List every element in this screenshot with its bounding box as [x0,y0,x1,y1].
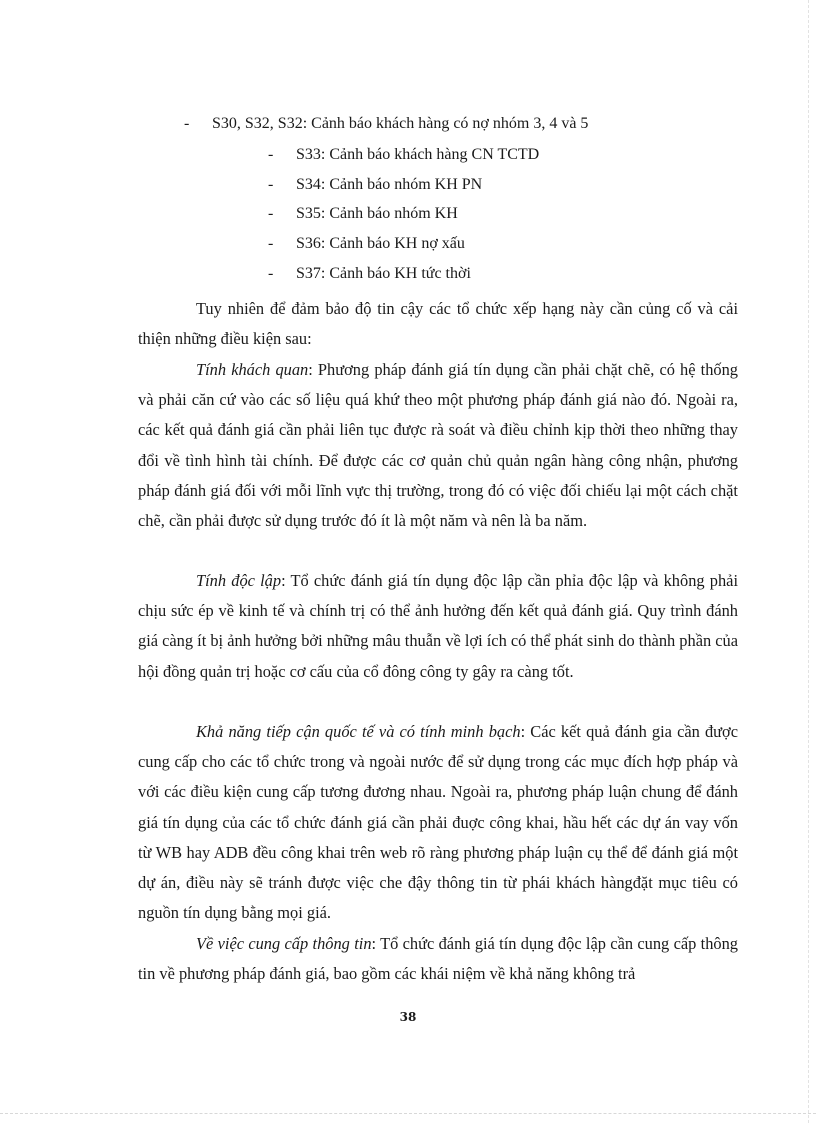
sub-bullet-item [268,175,482,195]
right-divider [808,0,809,1123]
bullet-text: S33: Cảnh báo khách hàng CN TCTD [296,146,540,163]
sub-bullet-item [268,234,465,254]
paragraph-heading: Về việc cung cấp thông tin [196,934,372,953]
bottom-divider [0,1113,816,1114]
bullet-marker: - [268,146,274,163]
paragraph-text: : Phương pháp đánh giá tín dụng cần phải chặt chẽ, có hệ thống và phải căn cứ vào các số liệu quá khứ theo một phương pháp đánh giá nào đó. Ngoài ra, các kết quả đánh giá cần phải liên tục được rà soát và điều chỉnh kịp thời theo những thay đổi về tình hình tài chính. Để được các cơ quản chủ quản ngân hàng công nhận, phương pháp đánh giá đối với mỗi lĩnh vực thị trường, trong đó có việc đối chiếu lại một cách chặt chẽ, cần phải được sử dụng trước đó ít là một năm và nên là ba năm. [138,360,738,531]
paragraph-text: : Các kết quả đánh gia cần được cung cấp cho các tổ chức trong và ngoài nước để sử dụng trong các mục đích hợp pháp và với các điều kiện cung cấp tương đương nhau. Ngoài ra, phương pháp luận chung để đánh giá tín dụng của các tổ chức đánh giá cần phải đuợc công khai, hầu hết các dự án vay vốn từ WB hay ADB đều công khai trên web rõ ràng phương pháp luận cụ thể để đánh giá một dự án, điều này sẽ tránh được việc che đậy thông tin từ phái khách hàngđặt mục tiêu có nguồn tín dụng bằng mọi giá. [138,722,738,923]
sub-bullet-item [268,264,471,284]
paragraph-independence [138,566,738,687]
sub-bullet-item [268,145,539,165]
bullet-marker: - [268,205,274,222]
bullet-item-main [184,114,588,134]
paragraph-intro [138,294,738,354]
paragraph-objectivity [138,355,738,536]
paragraph-transparency [138,717,738,928]
bullet-text: S30, S32, S32: Cảnh báo khách hàng có nợ nhóm 3, 4 và 5 [212,115,589,132]
bullet-marker: - [268,265,274,282]
paragraph-text: : Tổ chức đánh giá tín dụng độc lập cần phỉa độc lập và không phải chịu sức ép về kinh tế và chính trị có thể ảnh hưởng đến kết quả đánh giá. Quy trình đánh giá càng ít bị ảnh hưởng bởi những mâu thuẫn về lợi ích có thể phát sinh do thành phần của hội đồng quản trị hoặc cơ cấu của cổ đông công ty gây ra càng tốt. [138,571,739,681]
bullet-text: S34: Cảnh báo nhóm KH PN [296,176,483,193]
bullet-text: S36: Cảnh báo KH nợ xấu [296,235,465,252]
bullet-marker: - [268,176,274,193]
paragraph-text: Tuy nhiên để đảm bảo độ tin cậy các tổ chức xếp hạng này cần củng cố và cải thiện những điều kiện sau: [138,299,738,349]
paragraph-text: : Tổ chức đánh giá tín dụng độc lập cần cung cấp thông tin về phương pháp đánh giá, bao gồm các khái niệm về khả năng không trả [138,934,738,984]
paragraph-information [138,929,738,989]
page-number: 38 [399,1010,417,1024]
bullet-marker: - [184,115,190,132]
paragraph-heading: Tính khách quan [196,360,309,379]
paragraph-heading: Khả năng tiếp cận quốc tế và có tính minh bạch [196,722,521,741]
bullet-text: S37: Cảnh báo KH tức thời [296,265,471,282]
sub-bullet-item [268,204,458,224]
bullet-marker: - [268,235,274,252]
bullet-text: S35: Cảnh báo nhóm KH [296,205,458,222]
paragraph-heading: Tính độc lập [196,571,282,590]
